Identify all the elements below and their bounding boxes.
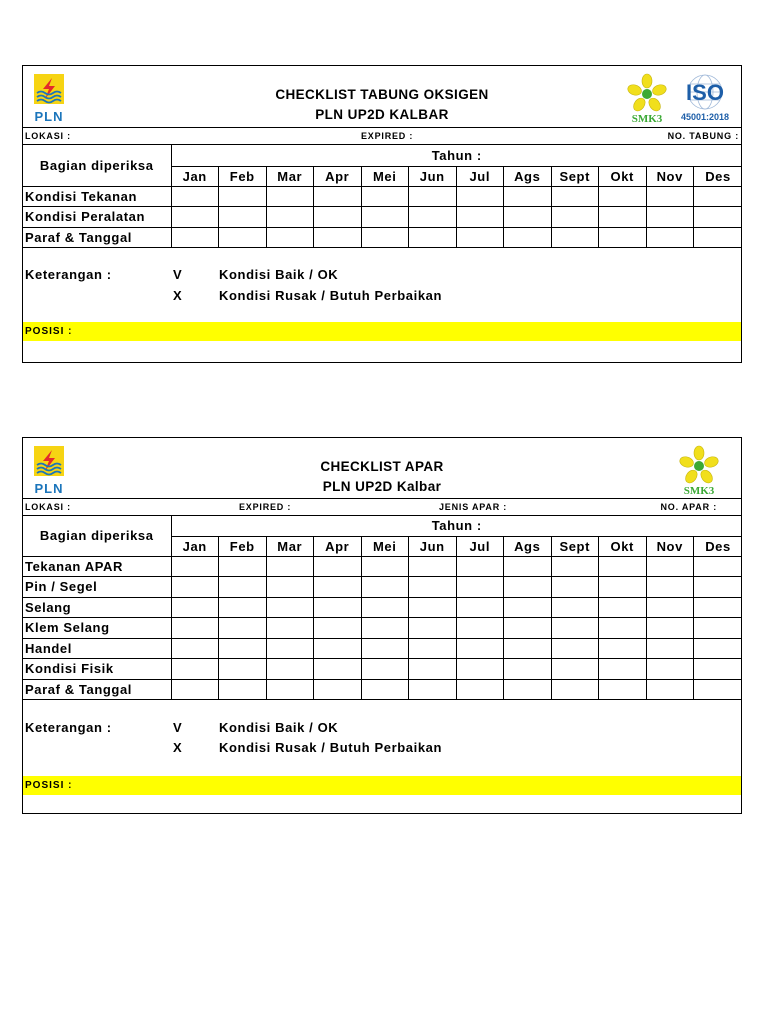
row-label: Kondisi Tekanan <box>23 186 171 207</box>
check-cell[interactable] <box>456 618 504 639</box>
month-header: Nov <box>646 166 694 186</box>
form-subtitle: PLN UP2D KALBAR <box>315 107 449 122</box>
month-header: Apr <box>314 166 362 186</box>
check-cell[interactable] <box>694 659 743 680</box>
legend-text: Kondisi Baik / OK <box>219 267 339 282</box>
check-cell[interactable] <box>456 597 504 618</box>
posisi-field[interactable]: POSISI : <box>23 322 741 341</box>
check-cell[interactable] <box>551 207 599 228</box>
check-cell[interactable] <box>266 659 314 680</box>
check-cell[interactable] <box>219 597 267 618</box>
check-cell[interactable] <box>409 577 457 598</box>
check-cell[interactable] <box>646 638 694 659</box>
check-cell[interactable] <box>551 618 599 639</box>
table-row <box>23 207 742 228</box>
check-cell[interactable] <box>599 577 647 598</box>
table-row <box>23 227 742 248</box>
info-row <box>23 499 741 516</box>
keterangan-label: Keterangan : <box>25 267 112 282</box>
check-cell[interactable] <box>266 618 314 639</box>
legend-symbol: X <box>173 740 183 755</box>
check-cell[interactable] <box>409 679 457 700</box>
smk3-logo-text: SMK3 <box>683 485 715 497</box>
check-cell[interactable] <box>314 597 362 618</box>
check-cell[interactable] <box>361 659 409 680</box>
check-cell[interactable] <box>314 618 362 639</box>
check-cell[interactable] <box>646 659 694 680</box>
bagian-diperiksa-header: Bagian diperiksa <box>23 516 171 556</box>
check-cell[interactable] <box>266 679 314 700</box>
check-cell[interactable] <box>219 227 267 248</box>
form-title: CHECKLIST APAR <box>320 459 444 474</box>
check-cell[interactable] <box>599 659 647 680</box>
check-cell[interactable] <box>599 207 647 228</box>
check-cell[interactable] <box>504 679 552 700</box>
keterangan-section <box>23 248 741 322</box>
month-header: Sept <box>551 166 599 186</box>
check-cell[interactable] <box>314 186 362 207</box>
check-cell[interactable] <box>504 186 552 207</box>
row-label: Tekanan APAR <box>23 556 171 577</box>
check-cell[interactable] <box>646 556 694 577</box>
form-titles <box>23 457 741 497</box>
month-header: Jul <box>456 166 504 186</box>
tahun-header: Tahun : <box>171 145 742 166</box>
iso-standard-text: 45001:2018 <box>680 112 730 122</box>
check-cell[interactable] <box>219 618 267 639</box>
check-cell[interactable] <box>409 597 457 618</box>
check-cell[interactable] <box>219 577 267 598</box>
table-row <box>23 679 742 700</box>
check-cell[interactable] <box>551 227 599 248</box>
smk3-logo-icon <box>619 70 675 126</box>
check-cell[interactable] <box>694 638 743 659</box>
check-cell[interactable] <box>694 207 743 228</box>
month-header: Jun <box>409 536 457 556</box>
check-cell[interactable] <box>599 227 647 248</box>
table-row <box>23 597 742 618</box>
month-header: Feb <box>219 166 267 186</box>
form-header <box>23 66 741 128</box>
check-cell[interactable] <box>171 638 219 659</box>
check-cell[interactable] <box>219 679 267 700</box>
month-header: Nov <box>646 536 694 556</box>
check-cell[interactable] <box>409 186 457 207</box>
check-cell[interactable] <box>646 186 694 207</box>
check-cell[interactable] <box>551 556 599 577</box>
check-cell[interactable] <box>456 556 504 577</box>
check-cell[interactable] <box>504 618 552 639</box>
check-cell[interactable] <box>646 227 694 248</box>
posisi-field[interactable]: POSISI : <box>23 776 741 795</box>
row-label: Pin / Segel <box>23 577 171 598</box>
check-cell[interactable] <box>171 186 219 207</box>
legend-symbol: V <box>173 267 183 282</box>
check-cell[interactable] <box>361 618 409 639</box>
check-cell[interactable] <box>314 227 362 248</box>
check-cell[interactable] <box>504 597 552 618</box>
check-cell[interactable] <box>361 186 409 207</box>
check-cell[interactable] <box>599 597 647 618</box>
check-cell[interactable] <box>504 227 552 248</box>
check-cell[interactable] <box>456 679 504 700</box>
check-cell[interactable] <box>219 207 267 228</box>
check-cell[interactable] <box>266 597 314 618</box>
legend-symbol: V <box>173 720 183 735</box>
month-header: Mei <box>361 166 409 186</box>
table-row <box>23 659 742 680</box>
check-cell[interactable] <box>361 227 409 248</box>
month-header: Jan <box>171 536 219 556</box>
lokasi-label: LOKASI : <box>25 502 71 512</box>
check-cell[interactable] <box>646 597 694 618</box>
no-apar-label: NO. APAR : <box>660 502 717 512</box>
check-cell[interactable] <box>694 186 743 207</box>
check-cell[interactable] <box>361 597 409 618</box>
check-cell[interactable] <box>219 186 267 207</box>
check-cell[interactable] <box>409 556 457 577</box>
checklist-apar-form <box>22 437 742 814</box>
check-cell[interactable] <box>504 207 552 228</box>
check-cell[interactable] <box>266 227 314 248</box>
check-cell[interactable] <box>694 679 743 700</box>
table-row <box>23 638 742 659</box>
checklist-table <box>23 516 742 700</box>
check-cell[interactable] <box>551 679 599 700</box>
check-cell[interactable] <box>694 227 743 248</box>
legend-symbol: X <box>173 288 183 303</box>
month-header: Jun <box>409 166 457 186</box>
check-cell[interactable] <box>266 577 314 598</box>
check-cell[interactable] <box>551 659 599 680</box>
form-header <box>23 438 741 499</box>
check-cell[interactable] <box>694 597 743 618</box>
check-cell[interactable] <box>599 638 647 659</box>
month-header: Sept <box>551 536 599 556</box>
check-cell[interactable] <box>599 186 647 207</box>
month-header: Ags <box>504 166 552 186</box>
check-cell[interactable] <box>171 577 219 598</box>
month-header: Des <box>694 536 743 556</box>
checklist-table <box>23 145 742 248</box>
form-subtitle: PLN UP2D Kalbar <box>322 479 442 494</box>
check-cell[interactable] <box>171 556 219 577</box>
check-cell[interactable] <box>504 556 552 577</box>
check-cell[interactable] <box>694 556 743 577</box>
jenis-apar-label: JENIS APAR : <box>439 502 508 512</box>
check-cell[interactable] <box>646 679 694 700</box>
month-header: Ags <box>504 536 552 556</box>
row-label: Selang <box>23 597 171 618</box>
no-tabung-label: NO. TABUNG : <box>667 131 739 141</box>
month-header: Mei <box>361 536 409 556</box>
check-cell[interactable] <box>314 556 362 577</box>
check-cell[interactable] <box>646 577 694 598</box>
legend-text: Kondisi Baik / OK <box>219 720 339 735</box>
expired-label: EXPIRED : <box>361 131 414 141</box>
expired-label: EXPIRED : <box>239 502 292 512</box>
check-cell[interactable] <box>314 207 362 228</box>
check-cell[interactable] <box>456 638 504 659</box>
pln-logo-text: PLN <box>34 481 64 496</box>
check-cell[interactable] <box>171 597 219 618</box>
check-cell[interactable] <box>409 227 457 248</box>
check-cell[interactable] <box>694 618 743 639</box>
check-cell[interactable] <box>646 618 694 639</box>
month-header: Mar <box>266 536 314 556</box>
check-cell[interactable] <box>314 659 362 680</box>
table-row <box>23 577 742 598</box>
smk3-logo-icon <box>671 442 727 498</box>
check-cell[interactable] <box>599 618 647 639</box>
month-header: Feb <box>219 536 267 556</box>
check-cell[interactable] <box>361 556 409 577</box>
info-row <box>23 128 741 145</box>
legend-text: Kondisi Rusak / Butuh Perbaikan <box>219 288 443 303</box>
keterangan-section <box>23 700 741 776</box>
check-cell[interactable] <box>361 207 409 228</box>
table-row <box>23 618 742 639</box>
check-cell[interactable] <box>361 577 409 598</box>
row-label: Kondisi Fisik <box>23 659 171 680</box>
iso-logo-icon <box>675 72 735 124</box>
check-cell[interactable] <box>456 577 504 598</box>
check-cell[interactable] <box>171 618 219 639</box>
bagian-diperiksa-header: Bagian diperiksa <box>23 145 171 186</box>
check-cell[interactable] <box>409 618 457 639</box>
check-cell[interactable] <box>551 597 599 618</box>
check-cell[interactable] <box>266 556 314 577</box>
check-cell[interactable] <box>409 638 457 659</box>
row-label: Paraf & Tanggal <box>23 227 171 248</box>
check-cell[interactable] <box>504 577 552 598</box>
month-header: Jul <box>456 536 504 556</box>
check-cell[interactable] <box>361 638 409 659</box>
checklist-tabung-oksigen-form <box>22 65 742 363</box>
check-cell[interactable] <box>646 207 694 228</box>
check-cell[interactable] <box>219 638 267 659</box>
lokasi-label: LOKASI : <box>25 131 71 141</box>
check-cell[interactable] <box>219 659 267 680</box>
check-cell[interactable] <box>551 638 599 659</box>
check-cell[interactable] <box>599 556 647 577</box>
check-cell[interactable] <box>314 679 362 700</box>
check-cell[interactable] <box>551 186 599 207</box>
check-cell[interactable] <box>504 659 552 680</box>
keterangan-label: Keterangan : <box>25 720 112 735</box>
check-cell[interactable] <box>314 638 362 659</box>
check-cell[interactable] <box>551 577 599 598</box>
row-label: Paraf & Tanggal <box>23 679 171 700</box>
month-header: Jan <box>171 166 219 186</box>
check-cell[interactable] <box>171 227 219 248</box>
check-cell[interactable] <box>266 207 314 228</box>
check-cell[interactable] <box>456 227 504 248</box>
form-title: CHECKLIST TABUNG OKSIGEN <box>275 87 489 102</box>
row-label: Kondisi Peralatan <box>23 207 171 228</box>
check-cell[interactable] <box>456 186 504 207</box>
check-cell[interactable] <box>409 659 457 680</box>
month-header: Apr <box>314 536 362 556</box>
smk3-logo-text: SMK3 <box>631 113 663 125</box>
row-label: Klem Selang <box>23 618 171 639</box>
check-cell[interactable] <box>361 679 409 700</box>
check-cell[interactable] <box>171 207 219 228</box>
pln-logo-text: PLN <box>34 109 64 124</box>
legend-text: Kondisi Rusak / Butuh Perbaikan <box>219 740 443 755</box>
tahun-header: Tahun : <box>171 516 742 536</box>
check-cell[interactable] <box>409 207 457 228</box>
table-row <box>23 186 742 207</box>
check-cell[interactable] <box>456 207 504 228</box>
check-cell[interactable] <box>314 577 362 598</box>
table-row <box>23 556 742 577</box>
check-cell[interactable] <box>266 638 314 659</box>
check-cell[interactable] <box>171 679 219 700</box>
row-label: Handel <box>23 638 171 659</box>
check-cell[interactable] <box>219 556 267 577</box>
month-header: Okt <box>599 536 647 556</box>
month-header: Okt <box>599 166 647 186</box>
month-header: Mar <box>266 166 314 186</box>
check-cell[interactable] <box>694 577 743 598</box>
check-cell[interactable] <box>266 186 314 207</box>
month-header: Des <box>694 166 743 186</box>
check-cell[interactable] <box>456 659 504 680</box>
check-cell[interactable] <box>171 659 219 680</box>
check-cell[interactable] <box>599 679 647 700</box>
iso-logo-text: ISO <box>686 80 724 105</box>
check-cell[interactable] <box>504 638 552 659</box>
